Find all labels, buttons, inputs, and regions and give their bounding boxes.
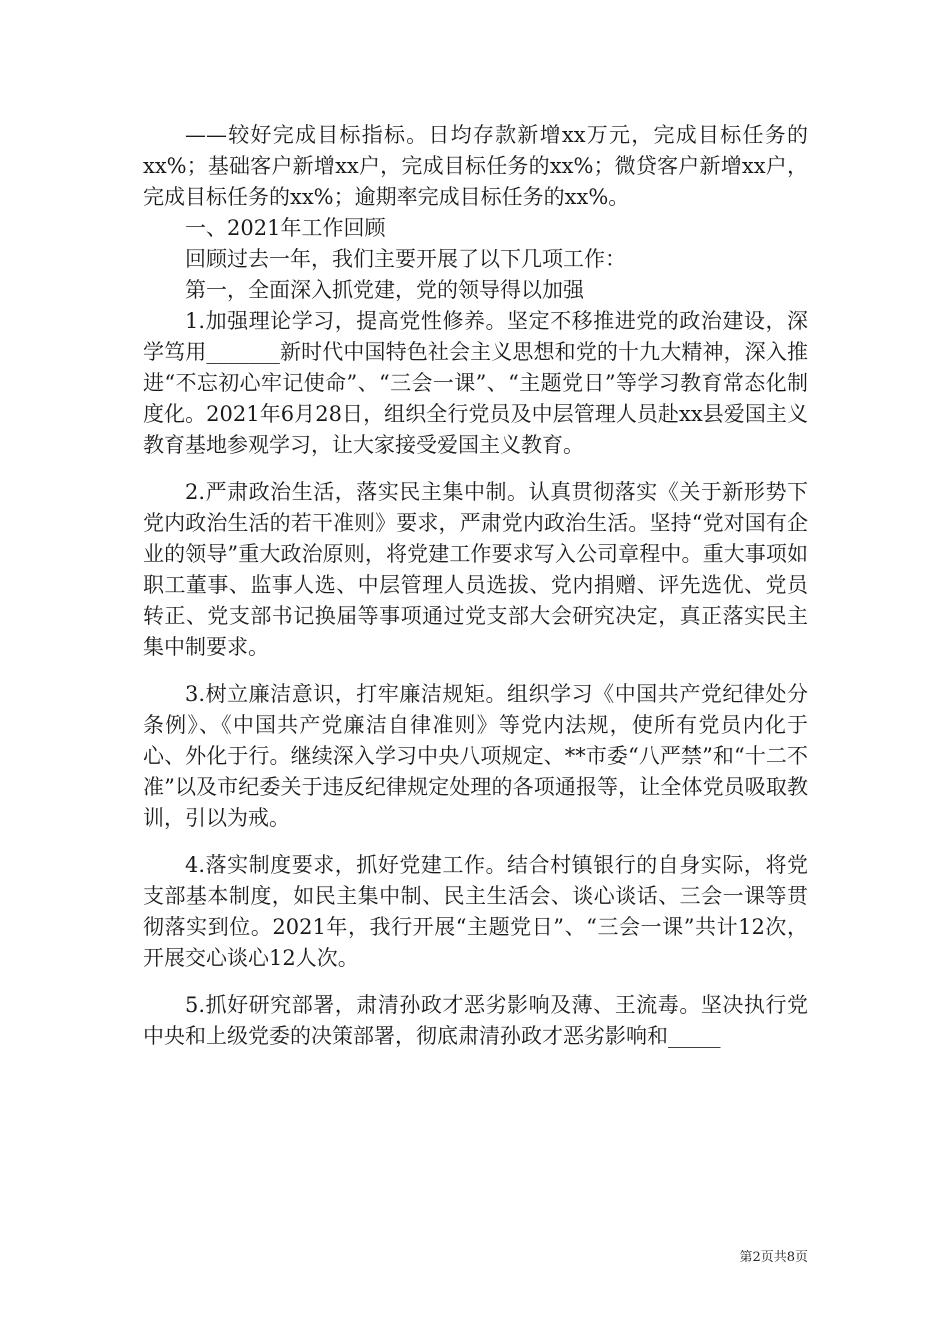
paragraph-targets: ——较好完成目标指标。日均存款新增xx万元，完成目标任务的xx%；基础客户新增xx户，完成目标任务的xx%；微贷客户新增xx户，完成目标任务的xx%；逾期率完成目标任务的xx%。 — [143, 123, 808, 209]
paragraph-item-1: 1.加强理论学习，提高党性修养。坚定不移推进党的政治建设，深学笃用_______新时代中国特色社会主义思想和党的十九大精神，深入推进“不忘初心牢记使命”、“三会一课”、“主题党日”等学习教育常态化制度化。2021年6月28日，组织全行党员及中层管理人员赴xx县爱国主义教育基地参观学习，让大家接受爱国主义教育。 — [143, 309, 808, 457]
paragraph-item-2: 2.严肃政治生活，落实民主集中制。认真贯彻落实《关于新形势下党内政治生活的若干准则》要求，严肃党内政治生活。坚持“党对国有企业的领导”重大政治原则，将党建工作要求写入公司章程中。重大事项如职工董事、监事人选、中层管理人员选拔、党内捐赠、评先选优、党员转正、党支部书记换届等事项通过党支部大会研究决定，真正落实民主集中制要求。 — [143, 480, 808, 659]
paragraph-item-4: 4.落实制度要求，抓好党建工作。结合村镇银行的自身实际，将党支部基本制度，如民主集中制、民主生活会、谈心谈话、三会一课等贯彻落实到位。2021年，我行开展“主题党日”、“三会一课”共计12次，开展交心谈心12人次。 — [143, 853, 808, 970]
document-body — [143, 120, 808, 1052]
paragraph-intro: 回顾过去一年，我们主要开展了以下几项工作： — [185, 247, 626, 271]
section-heading-review: 一、2021年工作回顾 — [185, 216, 386, 240]
page-number: 第2页共8页 — [739, 1250, 808, 1265]
subheading-party-building: 第一，全面深入抓党建，党的领导得以加强 — [185, 278, 584, 302]
paragraph-item-3: 3.树立廉洁意识，打牢廉洁规矩。组织学习《中国共产党纪律处分条例》、《中国共产党廉洁自律准则》等党内法规，使所有党员内化于心、外化于行。继续深入学习中央八项规定、**市委“八严禁”和“十二不准”以及市纪委关于违反纪律规定处理的各项通报等，让全体党员吸取教训，引以为戒。 — [143, 682, 808, 830]
paragraph-item-5: 5.抓好研究部署，肃清孙政才恶劣影响及薄、王流毒。坚决执行党中央和上级党委的决策部署，彻底肃清孙政才恶劣影响和_____ — [143, 993, 808, 1048]
